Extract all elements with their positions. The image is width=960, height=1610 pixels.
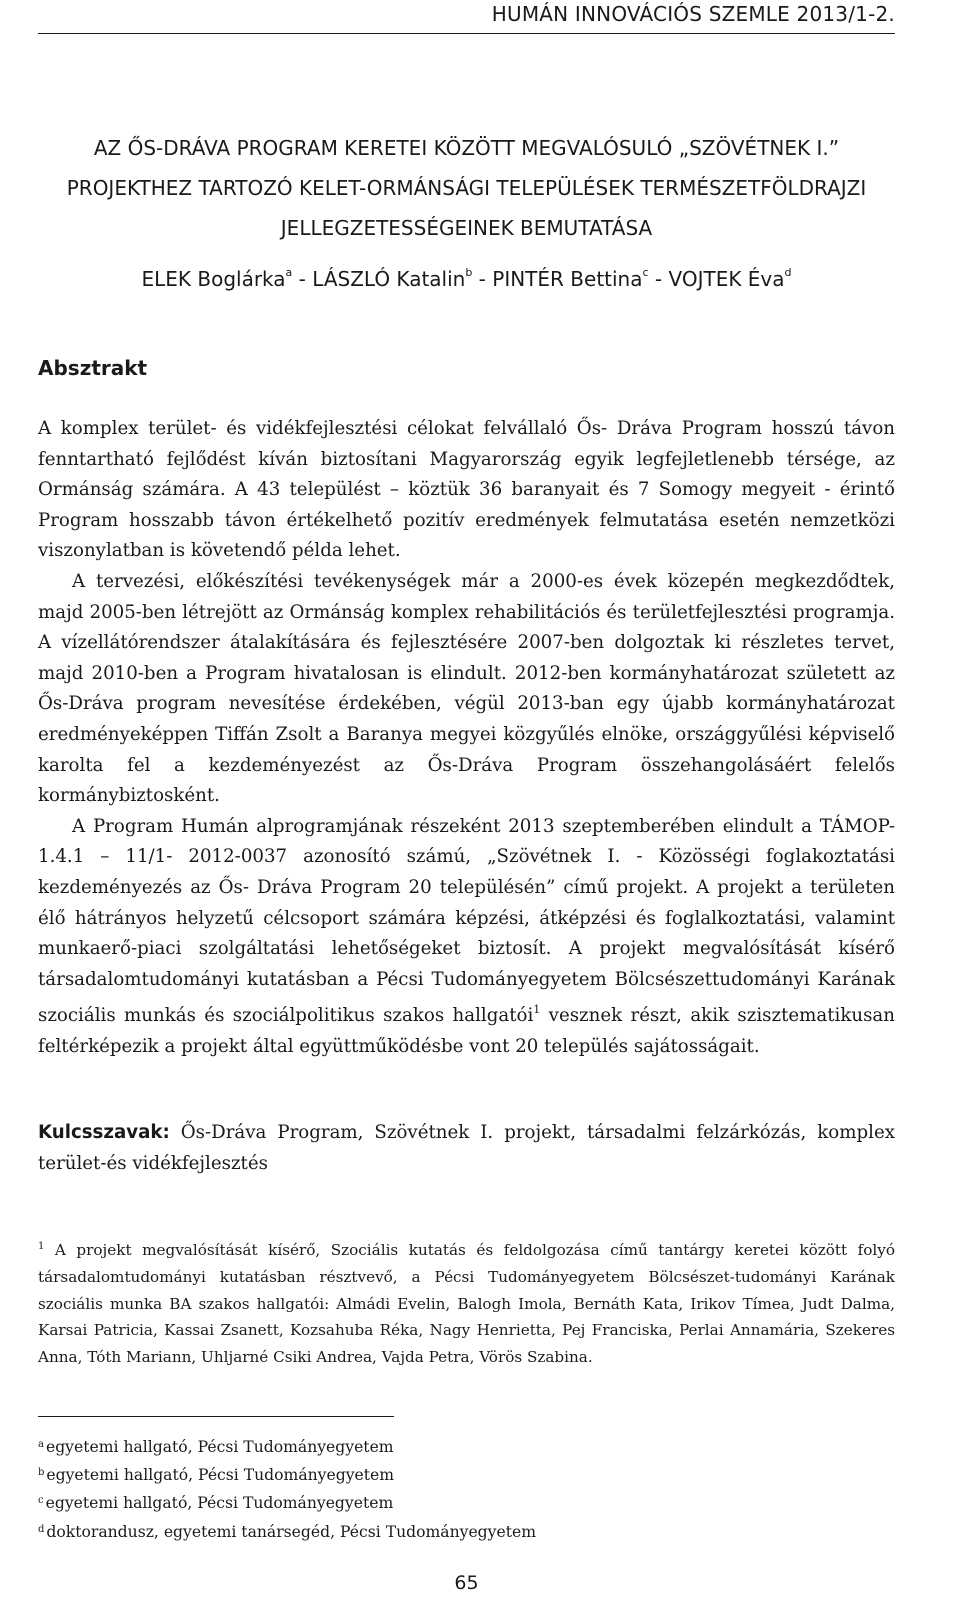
abstract-body bbox=[38, 414, 895, 1062]
author-mark: c bbox=[642, 266, 649, 279]
header-rule bbox=[38, 33, 895, 34]
article-title bbox=[38, 128, 895, 248]
author-list bbox=[38, 266, 895, 291]
abstract-paragraph: A komplex terület- és vidékfejlesztési célokat felvállaló Ős- Dráva Program hosszú távon fenntartható fejlődést kíván biztosítani Magyarország egyik legfejletlenebb térsége, az Ormánság számára. A 43 települést – köztük 36 baranyait és 7 Somogy megyeit - érintő Program hosszabb távon értékelhető pozitív eredmények felmutatása esetén nemzetközi viszonylatban is követendő példa lehet. bbox=[38, 418, 895, 562]
abstract-paragraph: A tervezési, előkészítési tevékenységek már a 2000-es évek közepén megkezdődtek, majd 2005-ben létrejött az Ormánság komplex rehabilitációs és területfejlesztési programja. A vízellátórendszer átalakítására és fejlesztésére 2007-ben dolgoztak ki részletes tervet, majd 2010-ben a Program hivatalosan is elindult. 2012-ben kormányhatározat született az Ős-Dráva program nevesítése érdekében, végül 2013-ban egy újabb kormányhatározat eredményeképpen Tiffán Zsolt a Baranya megyei közgyűlés elnöke, országgyűlési képviselő karolta fel a kezdeményezést az Ős-Dráva Program összehangolásáért felelős kormánybiztosként. bbox=[38, 570, 895, 807]
affiliation bbox=[38, 1488, 895, 1516]
affiliation-text: doktorandusz, egyetemi tanársegéd, Pécsi Tudományegyetem bbox=[46, 1522, 536, 1541]
abstract-heading: Absztrakt bbox=[38, 356, 148, 380]
affiliation-list bbox=[38, 1432, 895, 1545]
affiliation-text: egyetemi hallgató, Pécsi Tudományegyetem bbox=[45, 1494, 394, 1513]
author-name: ELEK Boglárka bbox=[141, 267, 286, 291]
footnote-reference: 1 bbox=[533, 1003, 541, 1017]
author-name: PINTÉR Bettina bbox=[492, 267, 643, 291]
affiliation bbox=[38, 1517, 895, 1545]
footnote-mark: 1 bbox=[38, 1241, 45, 1252]
affiliation bbox=[38, 1460, 895, 1488]
affiliation bbox=[38, 1432, 895, 1460]
title-line: PROJEKTHEZ TARTOZÓ KELET-ORMÁNSÁGI TELEPÜLÉSEK TERMÉSZETFÖLDRAJZI bbox=[66, 176, 867, 200]
title-line: JELLEGZETESSÉGEINEK BEMUTATÁSA bbox=[280, 216, 653, 240]
author-separator: - bbox=[648, 267, 669, 291]
author-name: LÁSZLÓ Katalin bbox=[312, 267, 466, 291]
paragraph-text: vesznek részt, akik szisztematikusan feltérképezik a projekt által együttműködésbe vont 20 település sajátosságait. bbox=[38, 1005, 895, 1057]
affiliation-mark: d bbox=[38, 1523, 45, 1535]
keywords-label: Kulcsszavak: bbox=[38, 1122, 170, 1143]
author-mark: b bbox=[465, 266, 473, 279]
author-mark: d bbox=[784, 266, 792, 279]
footnote bbox=[38, 1234, 895, 1371]
paragraph-text: A Program Humán alprogramjának részeként 2013 szeptemberében elindult a TÁMOP- 1.4.1 – 11/1- 2012-0037 azonosító számú, „Szövétnek I. - Közösségi foglakoztatási kezdeményezés az Ős- Dráva Program 20 településén” című projekt. A projekt a területen élő hátrányos helyzetű célcsoport számára képzési, átképzési és foglalkoztatási, valamint munkaerő-piaci szolgáltatási lehetőségeket biztosít. A projekt megvalósítását kísérő társadalomtudományi kutatásban a Pécsi Tudományegyetem Bölcsészettudományi Karának szociális munkás és szociálpolitikus szakos hallgatói bbox=[38, 815, 895, 1027]
author-mark: a bbox=[285, 266, 293, 279]
keywords bbox=[38, 1118, 895, 1179]
author-separator: - bbox=[292, 267, 313, 291]
affiliation-mark: c bbox=[38, 1495, 44, 1507]
affiliation-mark: b bbox=[38, 1467, 45, 1479]
abstract-paragraph bbox=[38, 812, 895, 1063]
footnote-rule bbox=[38, 1416, 394, 1417]
footnote-text: A projekt megvalósítását kísérő, Szociális kutatás és feldolgozása című tantárgy keretei között folyó társadalomtudományi kutatásban résztvevő, a Pécsi Tudományegyetem Bölcsészet-tudományi Karának szociális munka BA szakos hallgatói: Almádi Evelin, Balogh Imola, Bernáth Kata, Irikov Tímea, Judt Dalma, Karsai Patricia, Kassai Zsanett, Kozsahuba Réka, Nagy Henrietta, Pej Franciska, Perlai Annamária, Szekeres Anna, Tóth Mariann, Uhljarné Csiki Andrea, Vajda Petra, Vörös Szabina. bbox=[38, 1241, 895, 1367]
page-number: 65 bbox=[454, 1572, 479, 1594]
affiliation-text: egyetemi hallgató, Pécsi Tudományegyetem bbox=[46, 1466, 395, 1485]
affiliation-text: egyetemi hallgató, Pécsi Tudományegyetem bbox=[45, 1438, 394, 1456]
title-line: AZ ŐS-DRÁVA PROGRAM KERETEI KÖZÖTT MEGVALÓSULÓ „SZÖVÉTNEK I.” bbox=[93, 136, 840, 160]
affiliation-mark: a bbox=[38, 1439, 44, 1450]
author-name: VOJTEK Éva bbox=[668, 267, 785, 291]
keywords-text: Ős-Dráva Program, Szövétnek I. projekt, társadalmi felzárkózás, komplex terület-és vidékfejlesztés bbox=[38, 1122, 895, 1174]
running-header: HUMÁN INNOVÁCIÓS SZEMLE 2013/1-2. bbox=[491, 2, 895, 26]
author-separator: - bbox=[472, 267, 493, 291]
